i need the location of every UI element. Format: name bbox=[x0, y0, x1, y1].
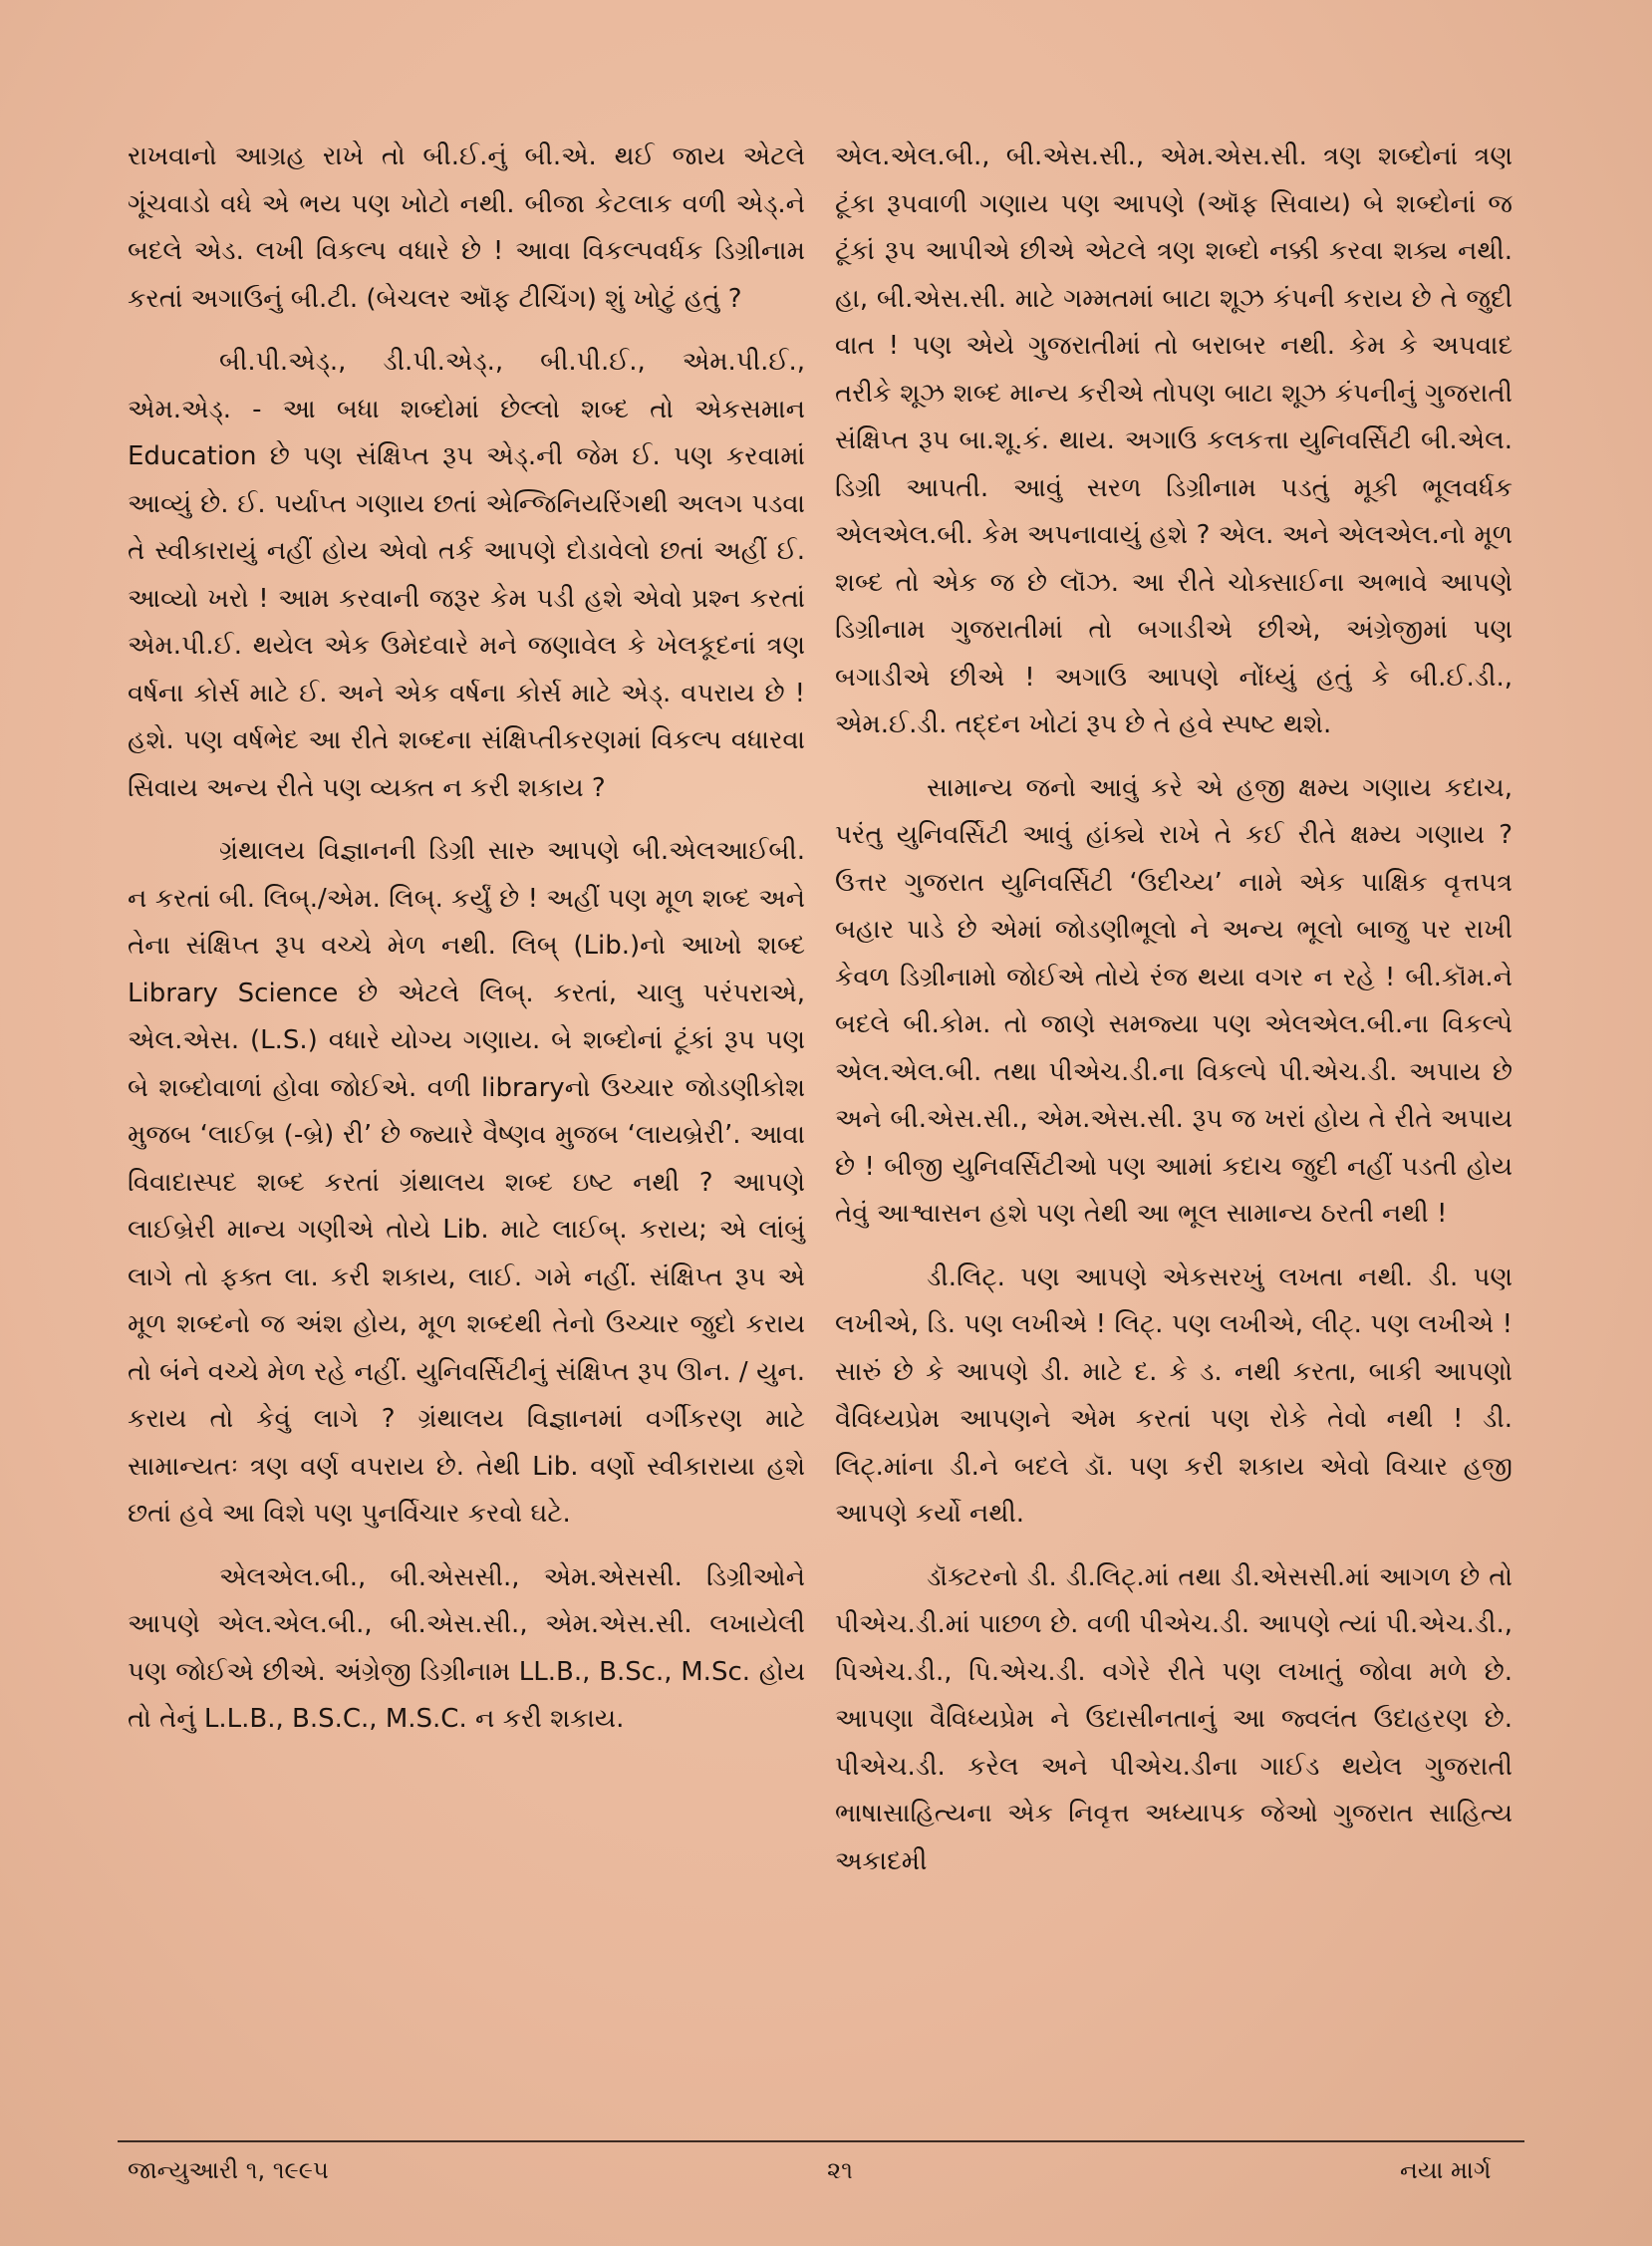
paragraph: એલ.એલ.બી., બી.એસ.સી., એમ.એસ.સી. ત્રણ શબ્દોનાં ત્રણ ટૂંકા રૂપવાળી ગણાય પણ આપણે (ઑફ સિવાય) બે શબ્દોનાં જ ટૂંકાં રૂપ આપીએ છીએ એટલે ત્રણ શબ્દો નક્કી કરવા શક્ય નથી. હા, બી.એસ.સી. માટે ગમ્મતમાં બાટા શૂઝ કંપની કરાય છે તે જુદી વાત ! પણ એયે ગુજરાતીમાં તો બરાબર નથી. કેમ કે અપવાદ તરીકે શૂઝ શબ્દ માન્ય કરીએ તોપણ બાટા શૂઝ કંપનીનું ગુજરાતી સંક્ષિપ્ત રૂપ બા.શૂ.કં. થાય. અગાઉ કલકત્તા યુનિવર્સિટી બી.એલ. ડિગ્રી આપતી. આવું સરળ ડિગ્રીનામ પડતું મૂકી ભૂલવર્ધક એલએલ.બી. કેમ અપનાવાયું હશે ? એલ. અને એલએલ.નો મૂળ શબ્દ તો એક જ છે લૉઝ. આ રીતે ચોક્સાઈના અભાવે આપણે ડિગ્રીનામ ગુજરાતીમાં તો બગાડીએ છીએ, અંગ્રેજીમાં પણ બગાડીએ છીએ ! અગાઉ આપણે નોંધ્યું હતું કે બી.ઈ.ડી., એમ.ઈ.ડી. તદ્દન ખોટાં રૂપ છે તે હવે સ્પષ્ટ થશે. bbox=[835, 141, 1513, 739]
right-column bbox=[835, 134, 1513, 1901]
journal-name: નયા માર્ગ bbox=[1400, 2156, 1492, 2184]
paragraph: ડી.લિટ્. પણ આપણે એકસરખું લખતા નથી. ડી. પણ લખીએ, ડિ. પણ લખીએ ! લિટ્. પણ લખીએ, લીટ્. પણ લખીએ ! સારું છે કે આપણે ડી. માટે દ. કે ડ. નથી કરતા, બાકી આપણો વૈવિધ્યપ્રેમ આપણને એમ કરતાં પણ રોકે તેવો નથી ! ડી. લિટ્.માંના ડી.ને બદલે ડૉ. પણ કરી શકાય એવો વિચાર હજી આપણે કર્યો નથી. bbox=[835, 1262, 1513, 1529]
page-number: ૨૧ bbox=[827, 2156, 853, 2184]
footer-date: જાન્યુઆરી ૧, ૧૯૯૫ bbox=[128, 2156, 329, 2184]
paragraph: ડૉક્ટરનો ડી. ડી.લિટ્.માં તથા ડી.એસસી.માં આગળ છે તો પીએચ.ડી.માં પાછળ છે. વળી પીએચ.ડી. આપણે ત્યાં પી.એચ.ડી., પિએચ.ડી., પિ.એચ.ડી. વગેરે રીતે પણ લખાતું જોવા મળે છે. આપણા વૈવિધ્યપ્રેમ ને ઉદાસીનતાનું આ જ્વલંત ઉદાહરણ છે. પીએચ.ડી. કરેલ અને પીએચ.ડીના ગાઈડ થયેલ ગુજરાતી ભાષાસાહિત્યના એક નિવૃત્ત અધ્યાપક જેઓ ગુજરાત સાહિત્ય અકાદમી bbox=[835, 1561, 1513, 1876]
footer-divider bbox=[118, 2140, 1524, 2142]
paragraph: બી.પી.એડ્., ડી.પી.એડ્., બી.પી.ઈ., એમ.પી.ઈ., એમ.એડ્. - આ બધા શબ્દોમાં છેલ્લો શબ્દ તો એકસમાન Education છે પણ સંક્ષિપ્ત રૂપ એડ્.ની જેમ ઈ. પણ કરવામાં આવ્યું છે. ઈ. પર્યાપ્ત ગણાય છતાં એન્જિનિયરિંગથી અલગ પડવા તે સ્વીકારાયું નહીં હોય એવો તર્ક આપણે દોડાવેલો છતાં અહીં ઈ. આવ્યો ખરો ! આમ કરવાની જરૂર કેમ પડી હશે એવો પ્રશ્ન કરતાં એમ.પી.ઈ. થયેલ એક ઉમેદવારે મને જણાવેલ કે ખેલકૂદનાં ત્રણ વર્ષના કોર્સ માટે ઈ. અને એક વર્ષના કોર્સ માટે એડ્. વપરાય છે ! હશે. પણ વર્ષભેદ આ રીતે શબ્દના સંક્ષિપ્તીકરણમાં વિકલ્પ વધારવા સિવાય અન્ય રીતે પણ વ્યક્ત ન કરી શકાય ? bbox=[128, 347, 805, 803]
paragraph: રાખવાનો આગ્રહ રાખે તો બી.ઈ.નું બી.એ. થઈ જાય એટલે ગૂંચવાડો વધે એ ભય પણ ખોટો નથી. બીજા કેટલાક વળી એડ્.ને બદલે એડ. લખી વિકલ્પ વધારે છે ! આવા વિકલ્પવર્ધક ડિગ્રીનામ કરતાં અગાઉનું બી.ટી. (બેચલર ઑફ ટીચિંગ) શું ખોટું હતું ? bbox=[128, 141, 805, 314]
paragraph: સામાન્ય જનો આવું કરે એ હજી ક્ષમ્ય ગણાય કદાચ, પરંતુ યુનિવર્સિટી આવું હાંક્યે રાખે તે કઈ રીતે ક્ષમ્ય ગણાય ? ઉત્તર ગુજરાત યુનિવર્સિટી ‘ઉદીચ્ય’ નામે એક પાક્ષિક વૃત્તપત્ર બહાર પાડે છે એમાં જોડણીભૂલો ને અન્ય ભૂલો બાજુ પર રાખી કેવળ ડિગ્રીનામો જોઈએ તોયે રંજ થયા વગર ન રહે ! બી.કૉમ.ને બદલે બી.કોમ. તો જાણે સમજ્યા પણ એલએલ.બી.ના વિકલ્પે એલ.એલ.બી. તથા પીએચ.ડી.ના વિકલ્પે પી.એચ.ડી. અપાય છે અને બી.એસ.સી., એમ.એસ.સી. રૂપ જ ખરાં હોય તે રીતે અપાય છે ! બીજી યુનિવર્સિટીઓ પણ આમાં કદાચ જુદી નહીં પડતી હોય તેવું આશ્વાસન હશે પણ તેથી આ ભૂલ સામાન્ય ઠરતી નથી ! bbox=[835, 772, 1513, 1229]
paragraph: એલએલ.બી., બી.એસસી., એમ.એસસી. ડિગ્રીઓને આપણે એલ.એલ.બી., બી.એસ.સી., એમ.એસ.સી. લખાયેલી પણ જોઈએ છીએ. અંગ્રેજી ડિગ્રીનામ LL.B., B.Sc., M.Sc. હોય તો તેનું L.L.B., B.S.C., M.S.C. ન કરી શકાય. bbox=[128, 1561, 805, 1734]
paragraph: ગ્રંથાલય વિજ્ઞાનની ડિગ્રી સારુ આપણે બી.એલઆઈબી. ન કરતાં બી. લિબ્./એમ. લિબ્. કર્યું છે ! અહીં પણ મૂળ શબ્દ અને તેના સંક્ષિપ્ત રૂપ વચ્ચે મેળ નથી. લિબ્ (Lib.)નો આખો શબ્દ Library Science છે એટલે લિબ્. કરતાં, ચાલુ પરંપરાએ, એલ.એસ. (L.S.) વધારે યોગ્ય ગણાય. બે શબ્દોનાં ટૂંકાં રૂપ પણ બે શબ્દોવાળાં હોવા જોઈએ. વળી libraryનો ઉચ્ચાર જોડણીકોશ મુજબ ‘લાઈબ્ર (-બ્રે) રી’ છે જ્યારે વૈષ્ણવ મુજબ ‘લાયબ્રેરી’. આવા વિવાદાસ્પદ શબ્દ કરતાં ગ્રંથાલય શબ્દ ઇષ્ટ નથી ? આપણે લાઈબ્રેરી માન્ય ગણીએ તોયે Lib. માટે લાઈબ્. કરાય; એ લાંબું લાગે તો ફક્ત લા. કરી શકાય, લાઈ. ગમે નહીં. સંક્ષિપ્ત રૂપ એ મૂળ શબ્દનો જ અંશ હોય, મૂળ શબ્દથી તેનો ઉચ્ચાર જુદો કરાય તો બંને વચ્ચે મેળ રહે નહીં. યુનિવર્સિટીનું સંક્ષિપ્ત રૂપ ઊન. / યુન. કરાય તો કેવું લાગે ? ગ્રંથાલય વિજ્ઞાનમાં વર્ગીકરણ માટે સામાન્યતઃ ત્રણ વર્ણ વપરાય છે. તેથી Lib. વર્ણો સ્વીકારાયા હશે છતાં હવે આ વિશે પણ પુનર્વિચાર કરવો ઘટે. bbox=[128, 836, 805, 1529]
left-column bbox=[128, 134, 805, 1760]
